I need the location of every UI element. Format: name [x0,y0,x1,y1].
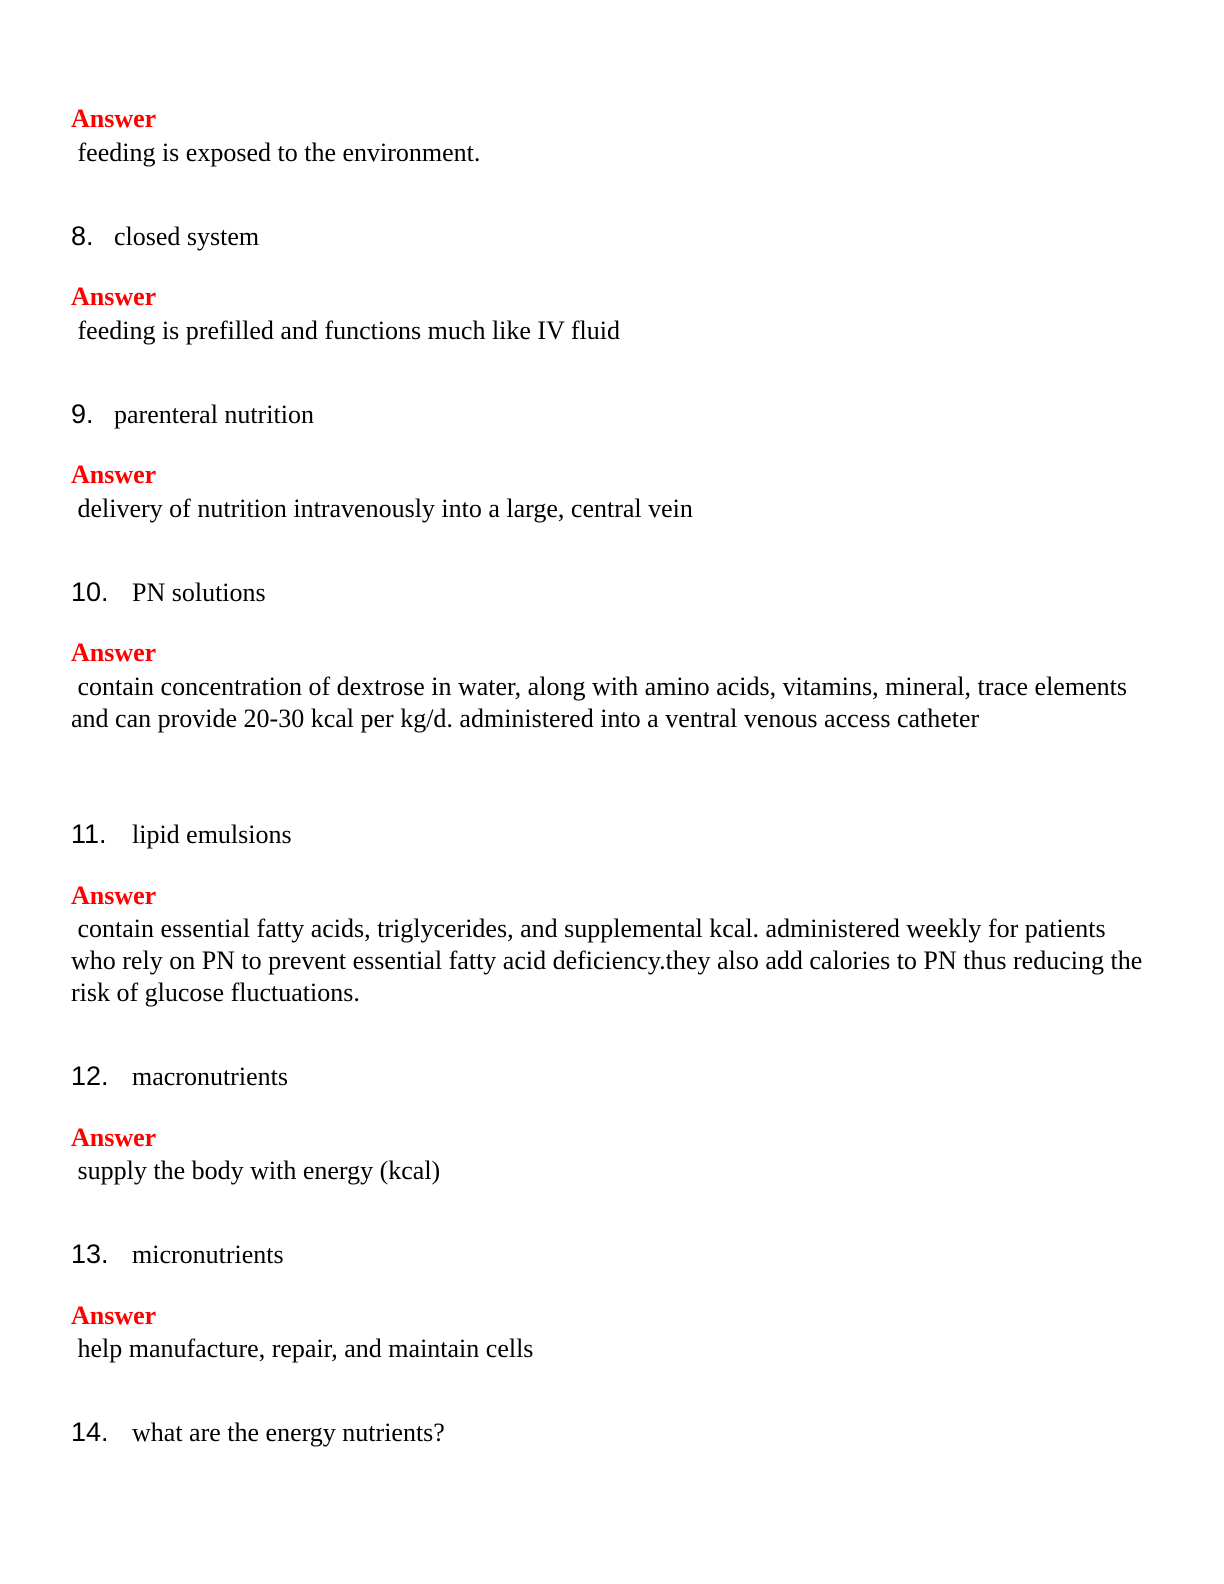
answer-label: Answer [71,881,157,910]
question-number: 13. [71,1239,109,1269]
answer-label: Answer [71,104,157,133]
answer-text: help manufacture, repair, and maintain cells [71,1334,534,1363]
answer-text: feeding is prefilled and functions much like IV fluid [71,316,620,345]
question-number: 10. [71,577,109,607]
question-9 [71,398,314,431]
question-14 [71,1416,445,1449]
question-term: macronutrients [132,1062,288,1091]
question-11 [71,818,292,851]
answer-text: supply the body with energy (kcal) [71,1156,441,1185]
question-term: parenteral nutrition [114,400,314,429]
answer-text: contain essential fatty acids, triglycerides, and supplemental kcal. administered weekly for patients who rely on PN to prevent essential fatty acid deficiency.they also add calories to PN thus reducing the risk of glucose fluctuations. [71,914,1149,1007]
answer-label: Answer [71,282,157,311]
question-number: 14. [71,1417,109,1447]
answer-text: delivery of nutrition intravenously into a large, central vein [71,494,693,523]
answer-label: Answer [71,638,157,667]
answer-label: Answer [71,1301,157,1330]
answer-label: Answer [71,1123,157,1152]
question-10 [71,576,266,609]
answer-text: contain concentration of dextrose in water, along with amino acids, vitamins, mineral, trace elements and can provide 20-30 kcal per kg/d. administered into a ventral venous access catheter [71,672,1134,733]
question-number: 12. [71,1061,109,1091]
answer-text: feeding is exposed to the environment. [71,138,481,167]
question-term: closed system [114,222,260,251]
answer-label: Answer [71,460,157,489]
question-13 [71,1238,284,1271]
question-number: 9. [71,399,94,429]
question-term: PN solutions [132,578,266,607]
question-term: micronutrients [132,1240,284,1269]
question-term: lipid emulsions [132,820,292,849]
question-number: 8. [71,221,94,251]
question-8 [71,220,259,253]
question-12 [71,1060,288,1093]
question-number: 11. [71,819,107,849]
question-term: what are the energy nutrients? [132,1418,445,1447]
